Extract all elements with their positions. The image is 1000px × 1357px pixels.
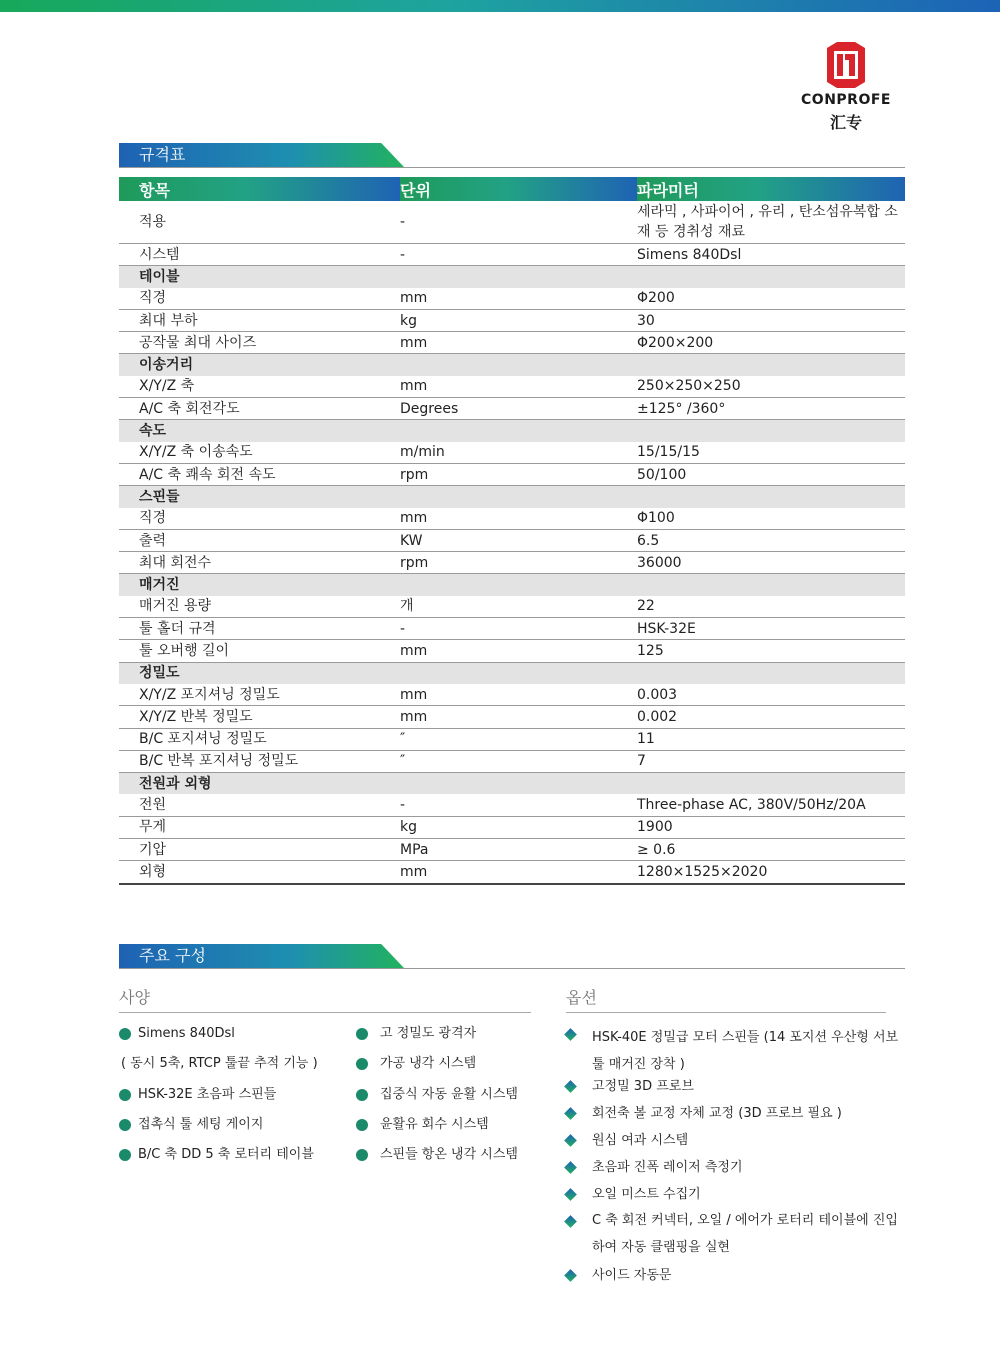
spec-item: 집중식 자동 윤활 시스템 (380, 1087, 518, 1102)
cell-item-name: 최대 회전수 (119, 552, 400, 574)
option-item: 사이드 자동문 (592, 1268, 672, 1283)
cell-item-name: X/Y/Z 포지셔닝 정밀도 (119, 684, 400, 706)
option-item: 오일 미스트 수집기 (592, 1187, 701, 1202)
bullet-icon (356, 1058, 368, 1070)
spec-item: 스핀들 항온 냉각 시스템 (380, 1147, 518, 1162)
table-row (119, 376, 905, 398)
diamond-bullet-icon (564, 1107, 577, 1120)
cell-value: HSK-32E (637, 618, 905, 640)
option-item: C 축 회전 커넥터, 오일 / 에어가 로터리 테이블에 진입하여 자동 클램핑을 실현 (592, 1213, 898, 1255)
cell-item-name: 무게 (119, 816, 400, 838)
bullet-icon (356, 1119, 368, 1131)
header-unit: 단위 (400, 177, 637, 201)
cell-value: ±125° /360° (637, 398, 905, 420)
bullet-icon (356, 1149, 368, 1161)
category-empty (637, 773, 905, 795)
cell-value: 7 (637, 750, 905, 772)
spec-item: HSK-32E 초음파 스핀들 (138, 1087, 277, 1102)
category-label: 스핀들 (119, 486, 400, 508)
cell-unit: - (400, 618, 637, 640)
conprofe-emblem-icon (825, 42, 867, 88)
cell-item-name: A/C 축 쾌속 회전 속도 (119, 463, 400, 485)
cell-value: 36000 (637, 552, 905, 574)
option-item: 초음파 진폭 레이저 측정기 (592, 1160, 743, 1175)
bullet-icon (119, 1119, 131, 1131)
cell-value: Φ100 (637, 508, 905, 530)
category-empty (637, 266, 905, 288)
table-row (119, 201, 905, 244)
cell-unit: mm (400, 640, 637, 662)
cell-value: 22 (637, 596, 905, 618)
category-label: 이송거리 (119, 354, 400, 376)
spec-divider (119, 1012, 531, 1013)
bullet-icon (119, 1028, 131, 1040)
brand-name-en: CONPROFE (801, 92, 891, 108)
cell-item-name: 적용 (119, 201, 400, 244)
category-empty (400, 266, 637, 288)
category-row (119, 420, 905, 442)
cell-value: 125 (637, 640, 905, 662)
cell-unit: mm (400, 376, 637, 398)
cell-value: Φ200 (637, 288, 905, 310)
diamond-bullet-icon (564, 1215, 577, 1228)
cell-item-name: 최대 부하 (119, 309, 400, 331)
spec-table-header (119, 177, 905, 201)
cell-item-name: B/C 포지셔닝 정밀도 (119, 728, 400, 750)
spec-item: 윤활유 회수 시스템 (380, 1117, 489, 1132)
table-row (119, 332, 905, 354)
cell-value: 15/15/15 (637, 442, 905, 464)
table-row (119, 706, 905, 728)
bullet-icon (356, 1028, 368, 1040)
header-parameter: 파라미터 (637, 177, 905, 201)
option-item: 고정밀 3D 프로브 (592, 1079, 694, 1094)
spec-section-title: 규격표 (139, 145, 186, 164)
table-row (119, 618, 905, 640)
cell-item-name: 툴 오버행 길이 (119, 640, 400, 662)
cell-unit: rpm (400, 552, 637, 574)
spec-item: 가공 냉각 시스템 (380, 1056, 477, 1071)
diamond-bullet-icon (564, 1080, 577, 1093)
cell-item-name: 출력 (119, 529, 400, 551)
table-row (119, 552, 905, 574)
table-row (119, 288, 905, 310)
table-row (119, 309, 905, 331)
cell-item-name: 툴 홀더 규격 (119, 618, 400, 640)
cell-unit: - (400, 794, 637, 816)
cell-unit: mm (400, 861, 637, 884)
table-row (119, 816, 905, 838)
category-label: 전원과 외형 (119, 773, 400, 795)
cell-unit: kg (400, 816, 637, 838)
cell-unit: mm (400, 706, 637, 728)
cell-value: Simens 840Dsl (637, 244, 905, 266)
cell-value: Three-phase AC, 380V/50Hz/20A (637, 794, 905, 816)
category-row (119, 266, 905, 288)
diamond-bullet-icon (564, 1134, 577, 1147)
cell-value: ≥ 0.6 (637, 839, 905, 861)
option-item: HSK-40E 정밀급 모터 스핀들 (14 포지션 우산형 서보 툴 매거진 장착 ) (592, 1030, 899, 1072)
cell-unit: mm (400, 332, 637, 354)
cell-item-name: 전원 (119, 794, 400, 816)
brand-logo (786, 42, 906, 132)
category-label: 매거진 (119, 574, 400, 596)
cell-item-name: B/C 반복 포지셔닝 정밀도 (119, 750, 400, 772)
category-row (119, 574, 905, 596)
diamond-bullet-icon (564, 1161, 577, 1174)
spec-table (119, 177, 905, 885)
cell-item-name: 매거진 용량 (119, 596, 400, 618)
cell-value: 6.5 (637, 529, 905, 551)
cell-unit: MPa (400, 839, 637, 861)
cell-unit: rpm (400, 463, 637, 485)
spec-item: 고 정밀도 광격자 (380, 1026, 477, 1041)
cell-unit: m/min (400, 442, 637, 464)
cell-item-name: X/Y/Z 반복 정밀도 (119, 706, 400, 728)
cell-unit: ″ (400, 728, 637, 750)
diamond-bullet-icon (564, 1028, 577, 1041)
diamond-bullet-icon (564, 1269, 577, 1282)
cell-unit: mm (400, 288, 637, 310)
cell-value: 0.003 (637, 684, 905, 706)
table-row (119, 244, 905, 266)
cell-item-name: X/Y/Z 축 (119, 376, 400, 398)
cell-item-name: A/C 축 회전각도 (119, 398, 400, 420)
option-item: 회전축 볼 교정 자체 교정 (3D 프로브 필요 ) (592, 1106, 842, 1121)
cell-unit: mm (400, 684, 637, 706)
diamond-bullet-icon (564, 1188, 577, 1201)
spec-item-note: ( 동시 5축, RTCP 툴끝 추적 기능 ) (121, 1056, 318, 1071)
table-row (119, 750, 905, 772)
cell-value: 250×250×250 (637, 376, 905, 398)
cell-item-name: X/Y/Z 축 이송속도 (119, 442, 400, 464)
bullet-icon (119, 1149, 131, 1161)
category-row (119, 662, 905, 684)
category-empty (637, 574, 905, 596)
table-row (119, 861, 905, 884)
cell-value: 세라믹 , 사파이어 , 유리 , 탄소섬유복합 소재 등 경취성 재료 (637, 201, 905, 244)
category-row (119, 486, 905, 508)
table-row (119, 794, 905, 816)
cell-value: 50/100 (637, 463, 905, 485)
table-row (119, 398, 905, 420)
cell-unit: - (400, 201, 637, 244)
cell-item-name: 시스템 (119, 244, 400, 266)
cell-value: Φ200×200 (637, 332, 905, 354)
cell-unit: - (400, 244, 637, 266)
bullet-icon (356, 1089, 368, 1101)
cell-item-name: 기압 (119, 839, 400, 861)
category-label: 테이블 (119, 266, 400, 288)
category-empty (400, 773, 637, 795)
cell-item-name: 외형 (119, 861, 400, 884)
cell-value: 1280×1525×2020 (637, 861, 905, 884)
table-row (119, 508, 905, 530)
cell-value: 30 (637, 309, 905, 331)
cell-item-name: 직경 (119, 288, 400, 310)
cell-unit: ″ (400, 750, 637, 772)
category-empty (637, 486, 905, 508)
category-empty (637, 662, 905, 684)
spec-section-header (119, 143, 905, 168)
components-section-header (119, 944, 905, 969)
spec-item: Simens 840Dsl (138, 1026, 235, 1041)
table-row (119, 442, 905, 464)
category-empty (400, 574, 637, 596)
spec-label: 사양 (119, 988, 150, 1007)
bullet-icon (119, 1089, 131, 1101)
cell-item-name: 직경 (119, 508, 400, 530)
table-row (119, 596, 905, 618)
table-row (119, 839, 905, 861)
brand-name-cn: 汇专 (829, 113, 862, 132)
header-item: 항목 (119, 177, 400, 201)
cell-value: 0.002 (637, 706, 905, 728)
cell-value: 1900 (637, 816, 905, 838)
table-row (119, 640, 905, 662)
spec-item: B/C 축 DD 5 축 로터리 테이블 (138, 1147, 314, 1162)
cell-unit: kg (400, 309, 637, 331)
cell-unit: mm (400, 508, 637, 530)
category-label: 속도 (119, 420, 400, 442)
spec-item: 접촉식 툴 세팅 게이지 (138, 1117, 264, 1132)
table-row (119, 529, 905, 551)
cell-value: 11 (637, 728, 905, 750)
category-empty (400, 662, 637, 684)
cell-item-name: 공작물 최대 사이즈 (119, 332, 400, 354)
table-row (119, 728, 905, 750)
category-empty (637, 354, 905, 376)
category-row (119, 354, 905, 376)
table-row (119, 684, 905, 706)
top-gradient-bar (0, 0, 1000, 12)
category-empty (400, 486, 637, 508)
category-label: 정밀도 (119, 662, 400, 684)
category-row (119, 773, 905, 795)
components-section-title: 주요 구성 (139, 946, 206, 965)
option-divider (566, 1012, 886, 1013)
option-label: 옵션 (566, 988, 597, 1007)
cell-unit: KW (400, 529, 637, 551)
option-item: 원심 여과 시스템 (592, 1133, 689, 1148)
table-row (119, 463, 905, 485)
category-empty (400, 420, 637, 442)
category-empty (400, 354, 637, 376)
cell-unit: 개 (400, 596, 637, 618)
cell-unit: Degrees (400, 398, 637, 420)
category-empty (637, 420, 905, 442)
